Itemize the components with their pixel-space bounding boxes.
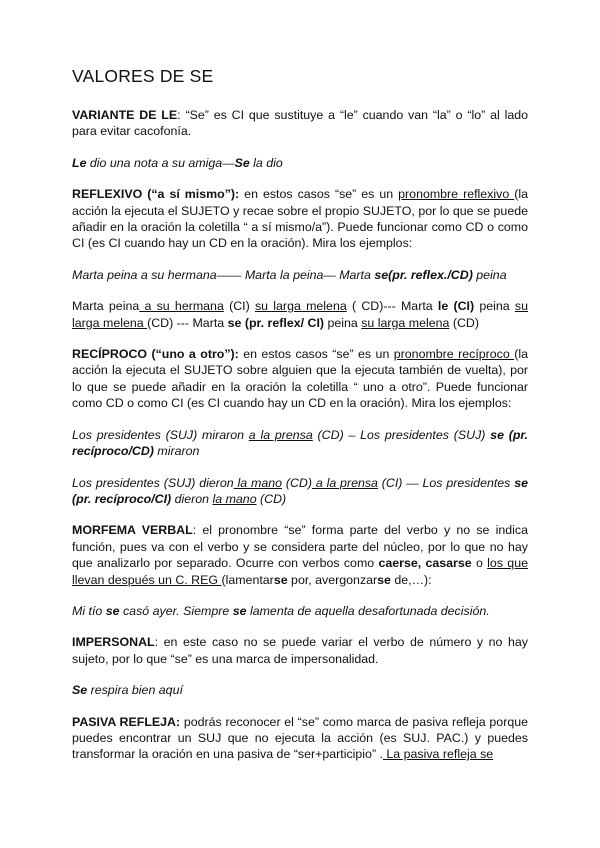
reflexivo-example-1 [72, 267, 528, 283]
example-text: —— Marta la peina— Marta [216, 267, 375, 282]
example-text: Los presidentes (SUJ) miraron [72, 427, 249, 442]
example-bold: se (pr. reflex/ CI) [227, 315, 325, 330]
morfema-text: de,…): [390, 572, 432, 587]
morfema-example [72, 603, 528, 619]
example-bold: se [105, 603, 120, 618]
pasiva-paragraph [72, 714, 528, 763]
example-text: peina [474, 299, 515, 314]
example-bold: le (CI) [437, 299, 475, 314]
morfema-text: : el pronombre “se” forma parte del verbo y no se indica función, pues va con el verbo y se considera parte del núcleo, por lo que no hay que analizarlo por separado. Ocurre con verbos como [72, 523, 528, 571]
example-text: casó ayer. Siempre [119, 603, 233, 618]
example-text: peina [324, 315, 362, 330]
example-text: dio una nota a su amiga [86, 155, 223, 170]
reciproco-example-1 [72, 427, 528, 460]
example-text: Mi tío [72, 603, 106, 618]
reflexivo-term: pronombre reflexivo [398, 187, 515, 202]
impersonal-label: IMPERSONAL [72, 635, 155, 650]
example-text: Marta peina [72, 299, 140, 314]
impersonal-paragraph [72, 634, 528, 667]
example-text: miraron [153, 444, 200, 459]
example-dash: — [222, 155, 235, 170]
example-text: (CD) [256, 491, 287, 506]
reflexivo-text: (la acción la ejecuta el SUJETO y recae sobre el propio SUJETO, por lo que se puede añadir en la oración la coletilla “ a sí mismo/a”). Puede funcionar como CD o como CI (es CI cuando hay un CD en la oración). Mira los ejemplos: [72, 187, 528, 251]
reflexivo-label: REFLEXIVO (“a sí mismo”): [72, 187, 240, 202]
morfema-label: MORFEMA VERBAL [72, 523, 193, 538]
morfema-underline: los que llevan después un C. REG [72, 556, 528, 587]
example-underline: la mano [233, 475, 282, 490]
example-text: (CD) [449, 315, 479, 330]
reciproco-example-2 [72, 475, 528, 508]
variante-example [72, 155, 528, 171]
morfema-bold: se [273, 572, 288, 587]
variante-text: : “Se” es CI que sustituye a “le” cuando van “la” o “lo” al lado para evitar cacofonía. [72, 108, 529, 139]
reflexivo-example-2 [72, 298, 528, 331]
example-text: ( CD)--- Marta [346, 299, 438, 314]
example-text: respira bien aquí [87, 683, 183, 698]
example-text: dieron [171, 491, 213, 506]
example-bold: Le [72, 155, 87, 170]
example-text: (CD) --- Marta [147, 315, 228, 330]
reciproco-label: RECÍPROCO (“uno a otro”): [72, 347, 239, 362]
reciproco-paragraph [72, 346, 528, 412]
pasiva-text: podrás reconocer el “se” como marca de pasiva refleja porque puedes encontrar un SUJ que no ejecuta la acción (es SUJ. PAC.) y puedes transformar la oración en una pasiva de “ser+participio” . [72, 714, 528, 762]
example-bold: Se [234, 155, 250, 170]
reflexivo-paragraph [72, 186, 528, 252]
example-text: peina [472, 267, 507, 282]
morfema-text: por, avergonzar [287, 572, 378, 587]
variante-label: VARIANTE DE LE [72, 108, 178, 122]
example-underline: su larga melena [72, 299, 528, 330]
reciproco-term: pronombre recíproco [393, 347, 515, 362]
example-underline: su larga melena [254, 299, 347, 314]
example-text: la dio [249, 155, 283, 170]
example-bold: se(pr. reflex./CD) [374, 267, 473, 282]
variante-paragraph [72, 107, 528, 140]
page-title: VALORES DE SE [72, 66, 214, 86]
example-bold: Se [72, 683, 88, 698]
example-bold: se (pr. recíproco/CD) [72, 427, 529, 459]
example-text: (CD) [282, 475, 312, 490]
example-underline: a la prensa [312, 475, 378, 490]
example-bold: se (pr. recíproco/CI) [72, 475, 529, 506]
example-text: (CI) [223, 299, 255, 314]
impersonal-text: : en este caso no se puede variar el verbo de número y no hay sujeto, por lo que “se” es una marca de impersonalidad. [72, 635, 528, 666]
example-underline: la mano [212, 491, 257, 506]
morfema-text: o [471, 556, 488, 571]
reflexivo-text: en estos casos “se” es un [239, 187, 399, 202]
reciproco-text: en estos casos “se” es un [238, 347, 394, 362]
example-text: (CI) — Los presidentes [377, 475, 515, 490]
example-underline: su larga melena [361, 315, 450, 330]
impersonal-example [72, 682, 528, 698]
example-bold: se [232, 603, 247, 618]
pasiva-underline: La pasiva refleja se [382, 747, 494, 762]
example-text: Los presidentes (SUJ) dieron [72, 475, 234, 490]
example-text: lamenta de aquella desafortunada decisión. [246, 603, 490, 618]
morfema-paragraph [72, 522, 528, 588]
example-underline: a su hermana [139, 299, 224, 314]
example-underline: a la prensa [248, 427, 313, 442]
reciproco-text: (la acción la ejecuta el SUJETO sobre alguien que la ejecuta también de vuelta), por lo que se puede añadir en la oración la coletilla “ uno a otro”. Puede funcionar como CD o como CI (es CI cuando hay un CD en la oración). Mira los ejemplos: [72, 347, 528, 411]
morfema-bold: se [377, 572, 391, 587]
pasiva-label: PASIVA REFLEJA: [72, 714, 181, 729]
morfema-verbs: caerse, casarse [378, 556, 472, 571]
example-text: Marta peina a su hermana [72, 267, 217, 282]
morfema-text: (lamentar [221, 572, 274, 587]
example-text: (CD) – Los presidentes (SUJ) [312, 427, 491, 442]
